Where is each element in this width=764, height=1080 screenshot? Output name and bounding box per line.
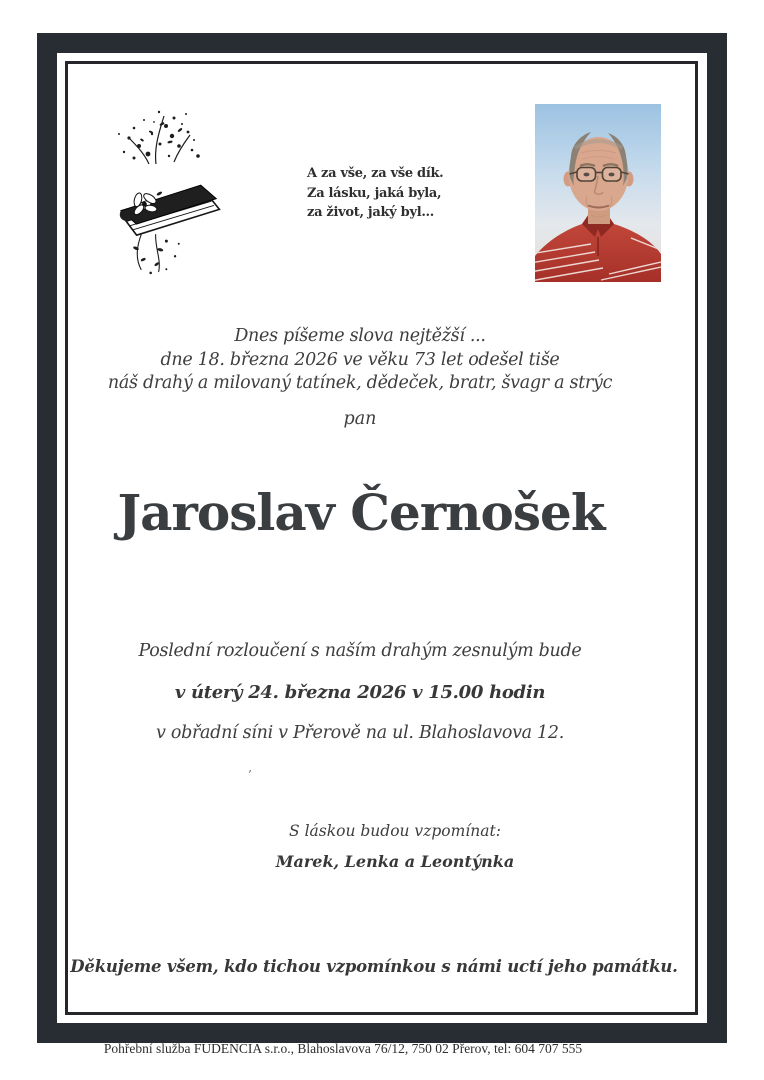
intro-line: náš drahý a milovaný tatínek, dědeček, bratr, švagr a strýc <box>107 373 613 393</box>
thanks-line: Děkujeme všem, kdo tichou vzpomínkou s námi uctí jeho památku. <box>70 957 678 976</box>
deceased-name: Jaroslav Černošek <box>117 483 605 542</box>
verse-line: za život, jaký byl... <box>307 205 435 220</box>
intro-text <box>28 325 692 396</box>
mourners-intro: S láskou budou vzpomínat: <box>289 822 501 840</box>
portrait-photo-image <box>535 104 661 282</box>
mourners-names: Marek, Lenka a Leontýnka <box>275 852 515 871</box>
title-pan: pan <box>343 409 377 429</box>
book-flowers-icon <box>103 106 235 282</box>
ceremony-place: v obřadní síni v Přerově na ul. Blahoslavova 12. <box>156 723 564 743</box>
intro-line: dne 18. března 2026 ve věku 73 let odešel tiše <box>160 349 560 370</box>
farewell-verse <box>307 164 527 223</box>
ceremony-line-1: Poslední rozloučení s naším drahým zesnulým bude <box>138 641 582 661</box>
verse-line: A za vše, za vše dík. <box>307 166 444 181</box>
intro-line: Dnes píšeme slova nejtěžší ... <box>234 326 486 346</box>
memorial-photo <box>535 104 661 282</box>
book-flowers-illustration <box>103 106 235 286</box>
ceremony-date-time: v úterý 24. března 2026 v 15.00 hodin <box>174 682 546 703</box>
scan-artifact-mark: ’ <box>248 768 252 782</box>
verse-line: Za lásku, jaká byla, <box>307 185 442 201</box>
funeral-service-footer: Pohřební služba FUDENCIA s.r.o., Blahoslavova 76/12, 750 02 Přerov, tel: 604 707 555 <box>103 1041 583 1056</box>
